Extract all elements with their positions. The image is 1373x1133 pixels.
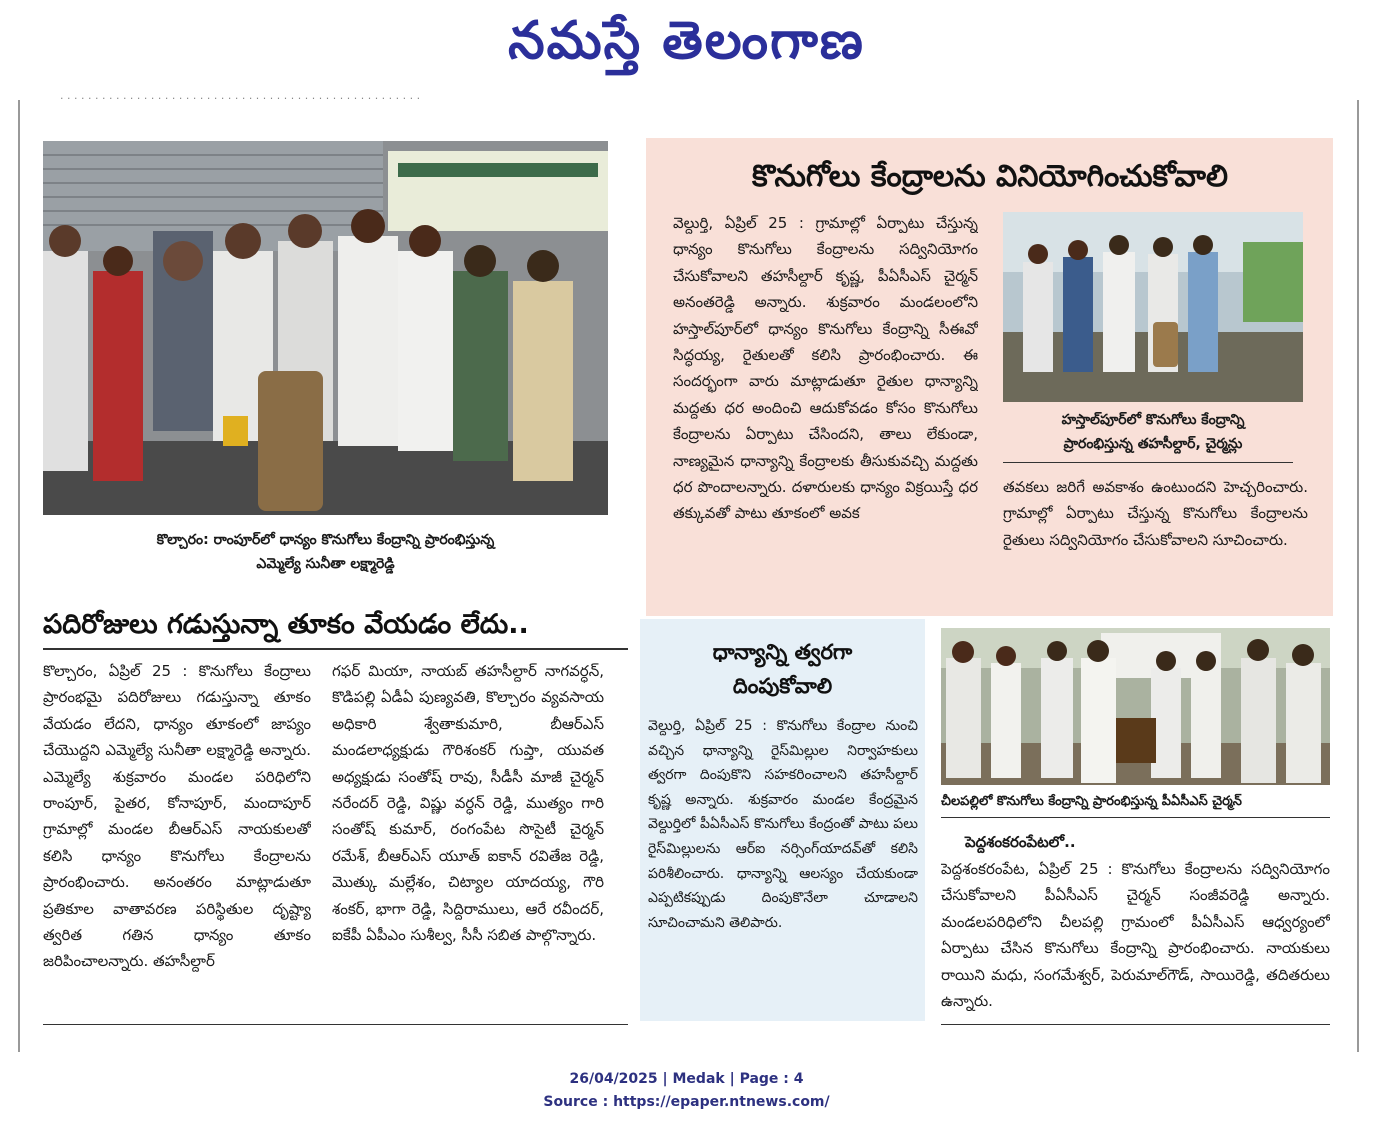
story2-caption — [1003, 408, 1303, 456]
footer-date-edition: 26/04/2025 | Medak | Page : 4 — [569, 1071, 804, 1087]
story4-caption: చీలపల్లిలో కొనుగోలు కేంద్రాన్ని ప్రారంభిస్తున్న పీఏసీఎస్ చైర్మన్ — [941, 794, 1242, 809]
story4-body: పెద్దశంకరంపేట, ఏప్రిల్ 25 : కొనుగోలు కేంద్రాలను సద్వినియోగం చేసుకోవాలని పీఏసీఎస్ చైర్మన్ సంజీవరెడ్డి అన్నారు. మండలపరిధిలోని చీలపల్లి గ్రామంలో పీఏసీఎస్ ఆధ్వర్యంలో ఏర్పాటు చేసిన కొనుగోలు కేంద్రాన్ని ప్రారంభించారు. నాయకులు రాయిని మధు, సంగమేశ్వర్, పెరుమాల్‌గౌడ్, సాయిరెడ్డి, తదితరులు ఉన్నారు. — [941, 860, 1330, 1011]
story1-rule — [43, 648, 628, 650]
story1-bottom-rule — [43, 1024, 628, 1025]
story2-caption-line2: ప్రారంభిస్తున్న తహసీల్దార్, చైర్మన్లు — [1063, 436, 1243, 452]
story4-caption-rule — [941, 817, 1330, 818]
story1-caption-line1: కొల్చారం: రాంపూర్‌లో ధాన్యం కొనుగోలు కేంద్రాన్ని ప్రారంభిస్తున్న — [156, 532, 495, 548]
story2-caption-line1: హస్తాల్‌పూర్‌లో కొనుగోలు కేంద్రాన్ని — [1061, 412, 1245, 428]
story1-headline: పదిరోజులు గడుస్తున్నా తూకం వేయడం లేదు.. — [43, 609, 529, 640]
story1-column-2: గఫర్ మియా, నాయబ్ తహసీల్దార్ నాగవర్ధన్, కొడిపల్లి ఏడీఏ పుణ్యవతి, కొల్చారం వ్యవసాయ అధికారి శ్వేతాకుమారి, బీఆర్‌ఎస్ మండలాధ్యక్షుడు గౌరిశంకర్ గుప్తా, యువత అధ్యక్షుడు సంతోష్ రావు, సీడీసీ మాజీ చైర్మన్ నరేందర్ రెడ్డి, విష్ణు వర్ధన్ రెడ్డి, ముత్యం గారి సంతోష్ కుమార్, రంగంపేట సొసైటీ చైర్మన్ రమేశ్, బీఆర్‌ఎస్ యూత్ ఐకాన్ రవితేజ రెడ్డి, మొత్కు మల్లేశం, చిట్యాల యాదయ్య, గౌరి శంకర్, భాగా రెడ్డి, సిద్దిరాములు, ఆరే రవీందర్, ఐకేపీ ఏపీఎం సుశీల్వ, సీసీ సబిత పాల్గొన్నారు. — [332, 662, 604, 945]
story2-column-1: వెల్దుర్తి, ఏప్రిల్ 25 : గ్రామాల్లో ఏర్పాటు చేస్తున్న ధాన్యం కొనుగోలు కేంద్రాలను సద్వినియోగం చేసుకోవాలని తహసీల్దార్ కృష్ణ, పీఏసీఎస్ చైర్మన్ అనంతరెడ్డి అన్నారు. శుక్రవారం మండలంలోని హస్తాల్‌పూర్‌లో ధాన్యం కొనుగోలు కేంద్రాన్ని సీఈవో సిద్ధయ్య, రైతులతో కలిసి ప్రారంభించారు. ఈ సందర్భంగా వారు మాట్లాడుతూ రైతుల ధాన్యాన్ని మద్దతు ధర అందించి ఆదుకోవడం కోసం కొనుగోలు కేంద్రాలను ఏర్పాటు చేసిందని, తాలు లేకుండా, నాణ్యమైన ధాన్యాన్ని కేంద్రాలకు తీసుకువచ్చి మద్దతు ధర పొందాలన్నారు. దళారులకు ధాన్యం విక్రయిస్తే ధర తక్కువతో పాటు తూకంలో అవక — [673, 214, 978, 523]
story3-headline — [640, 635, 925, 703]
story1-caption — [43, 528, 608, 576]
story1-column-1: కొల్చారం, ఏప్రిల్ 25 : కొనుగోలు కేంద్రాలు ప్రారంభమై పదిరోజులు గడుస్తున్నా తూకం వేయడం లేదని, ధాన్యం తూకంలో జాప్యం చేయొద్దని ఎమ్మెల్యే సునీతా లక్ష్మారెడ్డి అన్నారు. ఎమ్మెల్యే శుక్రవారం మండల పరిధిలోని రాంపూర్, పైతర, కోనాపూర్, మందాపూర్ గ్రామాల్లో మండల బీఆర్‌ఎస్ నాయకులతో కలిసి ధాన్యం కొనుగోలు కేంద్రాలను ప్రారంభించారు. అనంతరం మాట్లాడుతూ ప్రతికూల వాతావరణ పరిస్థితుల దృష్ట్యా త్వరిత గతిన ధాన్యం తూకం జరిపించాలన్నారు. తహసీల్దార్ — [43, 662, 311, 971]
story4-bottom-rule — [941, 1024, 1330, 1025]
header-strip: · · · · · · · · · · · · · · · · · · · · · · · · · · · · · · · · · · · · · · · · · · · · · · · · · · · · — [60, 92, 421, 105]
story2-caption-rule — [1003, 462, 1293, 463]
story1-caption-line2: ఎమ్మెల్యే సునీతా లక్ష్మారెడ్డి — [256, 556, 395, 572]
footer-source-link[interactable]: Source : https://epaper.ntnews.com/ — [543, 1094, 830, 1110]
story4-photo — [941, 628, 1330, 785]
story3-headline-line2: దింపుకోవాలి — [732, 674, 833, 698]
story4-subhead: పెద్దశంకరంపేటలో.. — [965, 833, 1076, 851]
page-border-left — [18, 100, 20, 1052]
story1-photo — [43, 141, 608, 515]
story3-headline-line1: ధాన్యాన్ని త్వరగా — [712, 640, 853, 664]
story3-body: వెల్దుర్తి, ఏప్రిల్ 25 : కొనుగోలు కేంద్రాల నుంచి వచ్చిన ధాన్యాన్ని రైస్‌మిల్లుల నిర్వాహకులు త్వరగా దింపుకొని సహకరించాలని తహసీల్దార్ కృష్ణ అన్నారు. శుక్రవారం మండల కేంద్రమైన వెల్దుర్తిలో పీఏసీఎస్ కొనుగోలు కేంద్రంతో పాటు పలు రైస్‌మిల్లులను ఆర్‌ఐ నర్సింగ్‌యాదవ్‌తో కలిసి పరిశీలించారు. ధాన్యాన్ని ఆలస్యం చేయకుండా ఎప్పటికప్పుడు దింపుకొనేలా చూడాలని సూచించామని తెలిపారు. — [648, 718, 918, 931]
newspaper-masthead: నమస్తే తెలంగాణ — [508, 10, 865, 71]
page-border-right — [1357, 100, 1359, 1052]
story2-photo — [1003, 212, 1303, 402]
story2-headline: కొనుగోలు కేంద్రాలను వినియోగించుకోవాలి — [752, 159, 1228, 194]
story2-column-2: తవకలు జరిగే అవకాశం ఉంటుందని హెచ్చరించారు. గ్రామాల్లో ఏర్పాటు చేస్తున్న కొనుగోలు కేంద్రాలను రైతులు సద్వినియోగం చేసుకోవాలని సూచించారు. — [1003, 478, 1308, 549]
